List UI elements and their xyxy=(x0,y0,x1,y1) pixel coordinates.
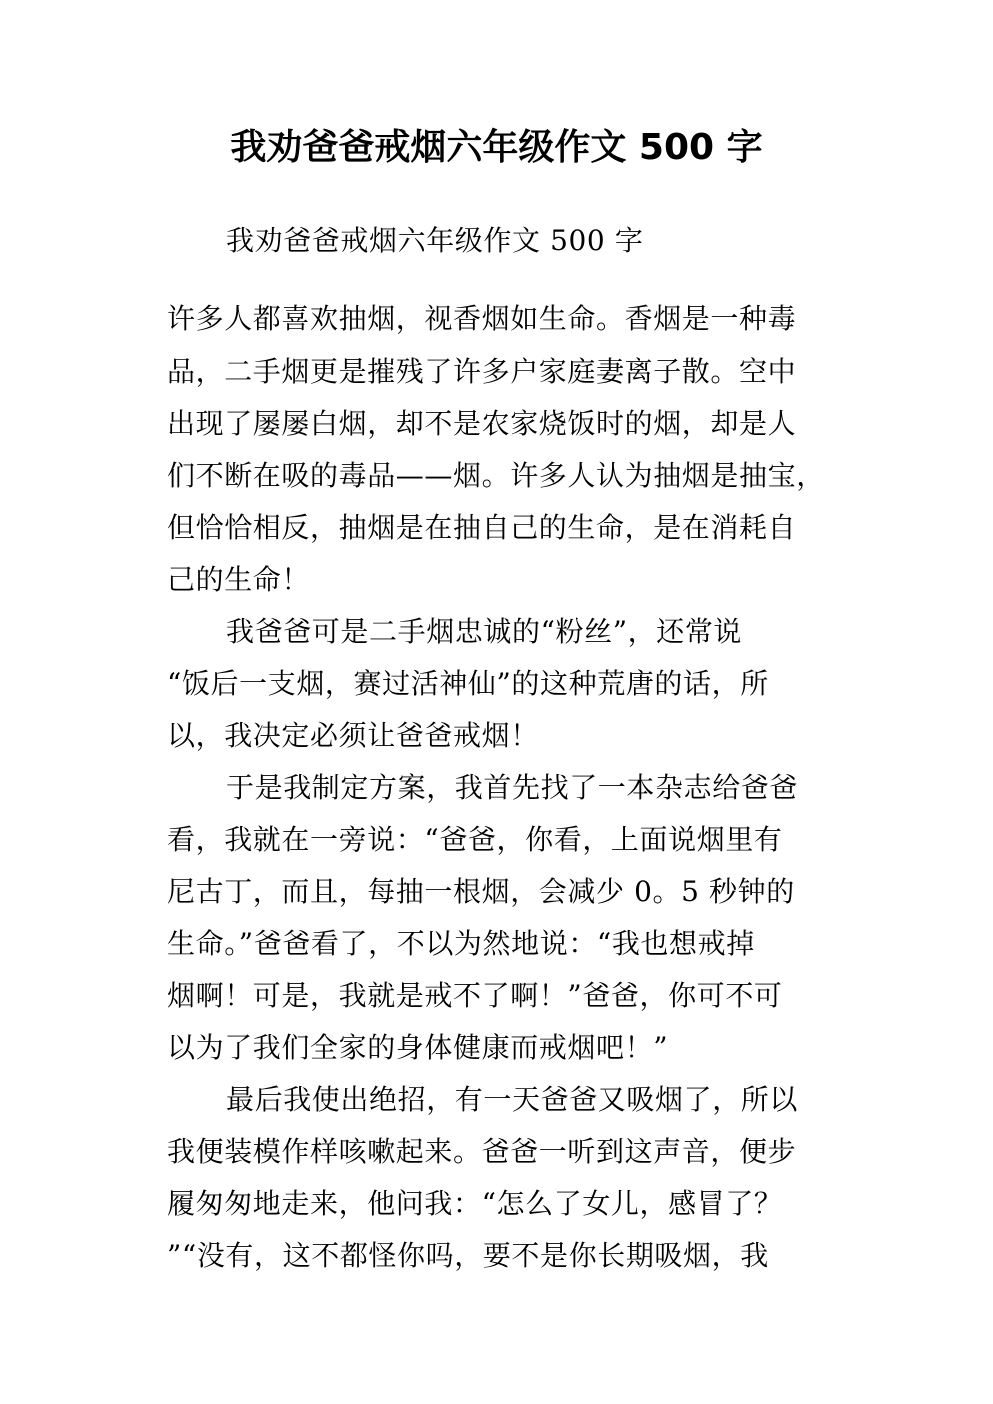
text-line: 看，我就在一旁说：“爸爸，你看，上面说烟里有 xyxy=(167,823,783,856)
text-line: 己的生命！ xyxy=(167,563,311,596)
text-line: 们不断在吸的毒品——烟。许多人认为抽烟是抽宝， xyxy=(167,459,825,492)
text-line: 我便装模作样咳嗽起来。爸爸一听到这声音，便步 xyxy=(167,1135,797,1168)
text-line: 品，二手烟更是摧残了许多户家庭妻离子散。空中 xyxy=(167,355,797,388)
text-line: 许多人都喜欢抽烟，视香烟如生命。香烟是一种毒 xyxy=(167,302,797,335)
text-line: 生命。”爸爸看了，不以为然地说：“我也想戒掉 xyxy=(167,927,755,960)
text-line: 但恰恰相反，抽烟是在抽自己的生命，是在消耗自 xyxy=(167,511,797,544)
text-line: 于是我制定方案，我首先找了一本杂志给爸爸 xyxy=(226,771,799,804)
text-line: 我劝爸爸戒烟六年级作文 500 字 xyxy=(226,224,644,257)
text-line: 最后我使出绝招，有一天爸爸又吸烟了，所以 xyxy=(226,1083,799,1116)
text-line: 出现了屡屡白烟，却不是农家烧饭时的烟，却是人 xyxy=(167,407,797,440)
text-line: 以，我决定必须让爸爸戒烟！ xyxy=(167,719,539,752)
text-line: 以为了我们全家的身体健康而戒烟吧！” xyxy=(167,1031,669,1064)
text-line: 尼古丁，而且，每抽一根烟，会减少 0。5 秒钟的 xyxy=(167,875,795,908)
text-line: “饭后一支烟，赛过活神仙”的这种荒唐的话，所 xyxy=(167,667,769,700)
text-line: 我爸爸可是二手烟忠诚的“粉丝”，还常说 xyxy=(226,615,743,648)
document-title: 我劝爸爸戒烟六年级作文 500 字 xyxy=(230,127,763,168)
text-line: 烟啊！可是，我就是戒不了啊！”爸爸，你可不可 xyxy=(167,979,783,1012)
text-line: 履匆匆地走来，他问我：“怎么了女儿，感冒了？ xyxy=(167,1187,783,1220)
text-line: ”“没有，这不都怪你吗，要不是你长期吸烟，我 xyxy=(167,1239,769,1272)
